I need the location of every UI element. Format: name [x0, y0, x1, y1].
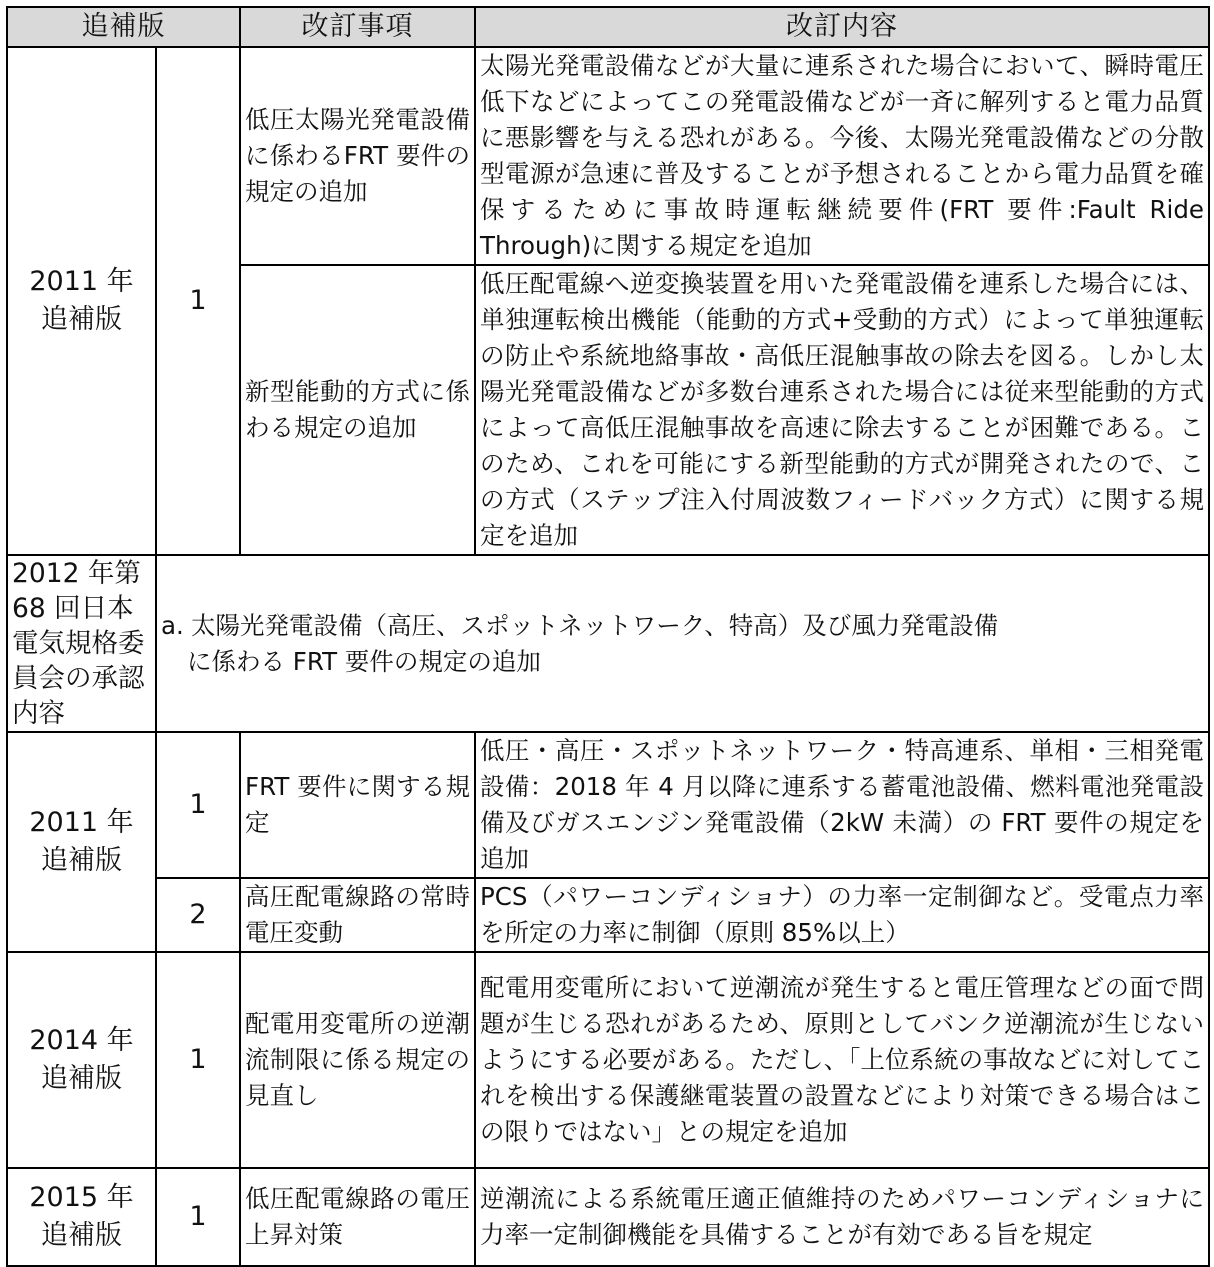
version-year: 2011 年: [29, 266, 134, 297]
header-content: 改訂内容: [475, 7, 1209, 47]
version-label: 追補版: [41, 1220, 122, 1251]
revision-item: 低圧太陽光発電設備に係わるFRT 要件の規定の追加: [240, 47, 475, 265]
revision-content: 太陽光発電設備などが大量に連系された場合において、瞬時電圧低下などによってこの発電設備などが一斉に解列すると電力品質に悪影響を与える恐れがある。今後、太陽光発電設備などの分散型電源が急速に普及することが予想されることから電力品質を確保するために事故時運転継続要件(FRT 要件:Fault Ride Through)に関する規定を追加: [475, 47, 1209, 265]
revision-content: 逆潮流による系統電圧適正値維持のためパワーコンディショナに力率一定制御機能を具備することが有効である旨を規定: [475, 1168, 1209, 1266]
revision-item: 低圧配電線路の電圧上昇対策: [240, 1168, 475, 1266]
version-year: 2014 年: [29, 1025, 134, 1056]
header-row: [7, 7, 1209, 47]
revision-content: 低圧・高圧・スポットネットワーク・特高連系、単相・三相発電設備：2018 年 4 月以降に連系する蓄電池設備、燃料電池発電設備及びガスエンジン発電設備（2kW 未満）の FRT 要件の規定を追加: [475, 732, 1209, 878]
item-number: 1: [156, 47, 240, 555]
version-year: 2015 年: [29, 1182, 134, 1213]
version-cell: [7, 47, 156, 555]
item-number: 1: [156, 1168, 240, 1266]
header-version: 追補版: [7, 7, 240, 47]
table-row: [7, 555, 1209, 732]
version-cell: [7, 952, 156, 1168]
version-cell: [7, 732, 156, 952]
revision-item: 新型能動的方式に係わる規定の追加: [240, 265, 475, 555]
revision-content: 配電用変電所において逆潮流が発生すると電圧管理などの面で問題が生じる恐れがあるため、原則としてバンク逆潮流が生じないようにする必要がある。ただし、「上位系統の事故などに対してこれを検出する保護継電装置の設置などにより対策できる場合はこの限りではない」との規定を追加: [475, 952, 1209, 1168]
version-cell: 2012 年第 68 回日本電気規格委員会の承認内容: [7, 555, 156, 732]
item-number: 2: [156, 878, 240, 952]
version-label: 追補版: [41, 1063, 122, 1094]
version-year: 2011 年: [29, 807, 134, 838]
revision-content: 低圧配電線へ逆変換装置を用いた発電設備を連系した場合には、単独運転検出機能（能動的方式+受動的方式）によって単独運転の防止や系統地絡事故・高低圧混触事故の除去を図る。しかし太陽光発電設備などが多数台連系された場合には従来型能動的方式によって高低圧混触事故を高速に除去することが困難である。このため、これを可能にする新型能動的方式が開発されたので、この方式（ステップ注入付周波数フィードバック方式）に関する規定を追加: [475, 265, 1209, 555]
item-number: 1: [156, 952, 240, 1168]
table-row: [7, 952, 1209, 1168]
table-row: [7, 732, 1209, 878]
approved-line-2: に係わる FRT 要件の規定の追加: [187, 646, 541, 676]
table-row: [7, 878, 1209, 952]
approved-content: [156, 555, 1209, 732]
version-label: 追補版: [41, 845, 122, 876]
revision-item: FRT 要件に関する規定: [240, 732, 475, 878]
approved-line-1: 太陽光発電設備（高圧、スポットネットワーク、特高）及び風力発電設備: [191, 610, 999, 640]
revision-content: PCS（パワーコンディショナ）の力率一定制御など。受電点力率を所定の力率に制御（原則 85%以上）: [475, 878, 1209, 952]
approved-mark: a.: [161, 610, 184, 640]
revision-table: [6, 6, 1210, 1267]
item-number: 1: [156, 732, 240, 878]
revision-item: 配電用変電所の逆潮流制限に係る規定の見直し: [240, 952, 475, 1168]
table-row: [7, 1168, 1209, 1266]
table-row: [7, 47, 1209, 265]
version-cell: [7, 1168, 156, 1266]
revision-item: 高圧配電線路の常時電圧変動: [240, 878, 475, 952]
header-item: 改訂事項: [240, 7, 475, 47]
version-label: 追補版: [41, 304, 122, 335]
